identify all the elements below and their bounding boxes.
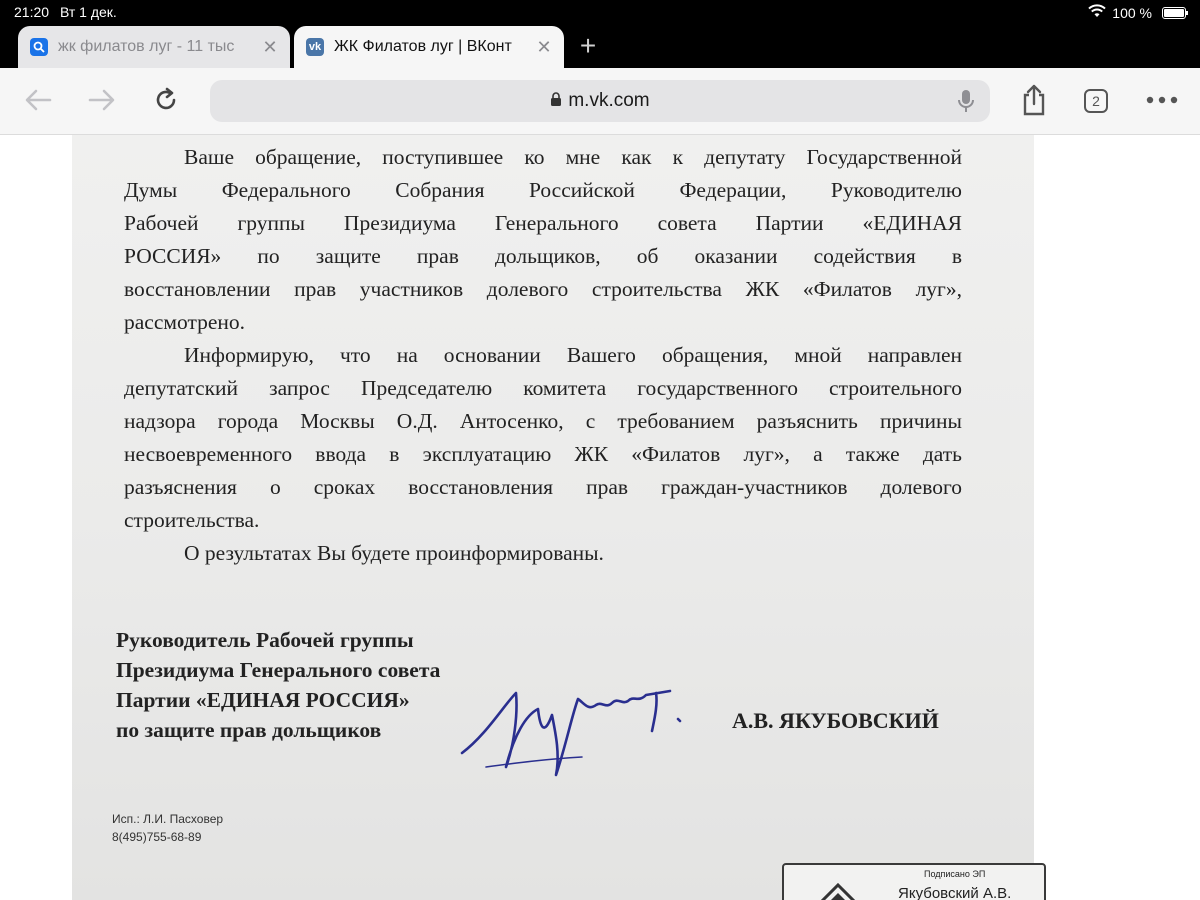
text-line: несвоевременного ввода в эксплуатацию ЖК «Филатов луг», а также дать (124, 442, 962, 466)
text-line: Информирую, что на основании Вашего обращения, мной направлен (184, 343, 962, 367)
signature-line: Партии «ЕДИНАЯ РОССИЯ» (116, 688, 410, 712)
handwritten-signature (456, 675, 696, 790)
executor-name: Исп.: Л.И. Пасховер (112, 812, 224, 826)
status-right (1088, 4, 1186, 21)
toolbar (0, 68, 1200, 135)
signature-line: Руководитель Рабочей группы (116, 628, 414, 652)
more-icon[interactable] (1142, 80, 1182, 120)
wifi-icon (1088, 4, 1106, 21)
signature-line: Президиума Генерального совета (116, 658, 441, 682)
text-line: строительства. (124, 508, 260, 532)
tab-search[interactable] (18, 26, 290, 68)
battery-icon (1162, 7, 1186, 19)
vk-icon: vk (306, 38, 324, 56)
tab-strip (0, 24, 1200, 68)
text-line: надзора города Москвы О.Д. Антосенко, с требованием разъяснить причины (124, 409, 962, 433)
close-icon[interactable]: ✕ (536, 36, 552, 57)
stamp-caption: Подписано ЭП (924, 869, 986, 879)
search-icon (30, 38, 48, 56)
url-text: m.vk.com (568, 90, 650, 111)
text-line: Думы Федерального Собрания Российской Федерации, Руководителю (124, 178, 962, 202)
document-photo (72, 135, 1034, 900)
address-bar[interactable] (210, 80, 990, 122)
text-line: депутатский запрос Председателю комитета государственного строительного (124, 376, 962, 400)
text-line: восстановлении прав участников долевого строительства ЖК «Филатов луг», (124, 277, 962, 301)
status-time: 21:20 (14, 4, 50, 20)
reload-icon[interactable] (146, 80, 186, 120)
stamp-signer: Якубовский А.В. (898, 885, 1012, 900)
paragraph-1 (124, 141, 962, 339)
paragraph-3 (124, 537, 962, 570)
signature-block (116, 625, 440, 745)
tab-label: ЖК Филатов луг | ВКонт (334, 38, 512, 55)
tab-label: жк филатов луг - 11 тыс (58, 38, 235, 55)
text-line: О результатах Вы будете проинформированы. (184, 541, 604, 565)
back-icon[interactable] (18, 80, 58, 120)
text-line: Ваше обращение, поступившее ко мне как к депутату Государственной (184, 145, 962, 169)
text-line: рассмотрено. (124, 310, 246, 334)
lock-icon (550, 90, 562, 112)
tab-vk[interactable] (294, 26, 564, 68)
microphone-icon[interactable] (958, 89, 974, 119)
new-tab-icon[interactable]: + (579, 30, 597, 61)
text-line: разъяснения о сроках восстановления прав граждан-участников долевого (124, 475, 962, 499)
executor-phone: 8(495)755-68-89 (112, 830, 202, 844)
forward-icon[interactable] (82, 80, 122, 120)
share-icon[interactable] (1014, 80, 1054, 120)
battery-percent: 100 % (1112, 4, 1152, 21)
paragraph-2 (124, 339, 962, 537)
text-line: Рабочей группы Президиума Генерального совета Партии «ЕДИНАЯ (124, 211, 962, 235)
e-signature-stamp (782, 863, 1046, 900)
signer-name: А.В. ЯКУБОВСКИЙ (732, 708, 939, 733)
signature-line: по защите прав дольщиков (116, 718, 382, 742)
text-line: РОССИЯ» по защите прав дольщиков, об оказании содействия в (124, 244, 962, 268)
page-content (0, 135, 1200, 900)
tabs-button[interactable]: 2 (1084, 89, 1108, 113)
status-bar (0, 0, 1200, 24)
executor-info (112, 810, 223, 846)
status-date: Вт 1 дек. (60, 4, 117, 20)
close-icon[interactable]: ✕ (262, 36, 278, 57)
emblem-icon (820, 883, 856, 900)
